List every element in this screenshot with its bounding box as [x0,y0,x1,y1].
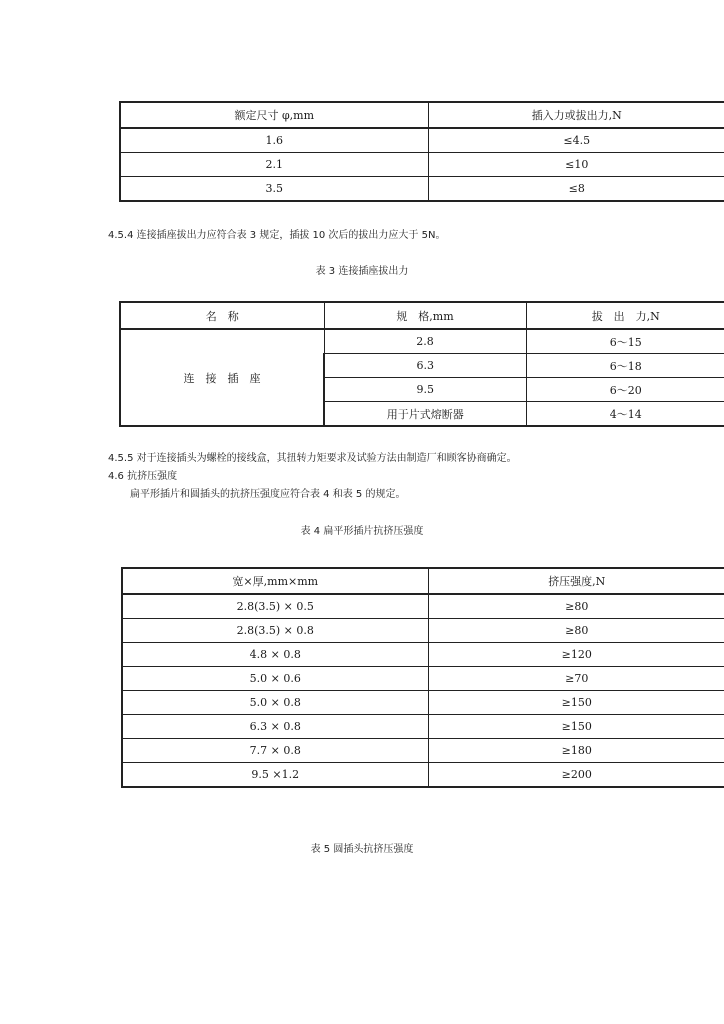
table-cell: 2.8(3.5) × 0.8 [122,619,428,643]
table-cell: 9.5 [324,378,526,402]
table-cell: 3.5 [120,177,428,202]
column-header: 插入力或拔出力,N [428,102,724,128]
table-cell: ≥120 [428,643,724,667]
table-cell: 6～18 [526,354,724,378]
table-row [122,739,724,763]
table-cell: ≥70 [428,667,724,691]
table-cell: ≤10 [428,153,724,177]
row-label-cell: 连 接 插 座 [120,329,324,426]
table-row [122,594,724,619]
column-header: 额定尺寸 φ,mm [120,102,428,128]
clause-4-6-heading: 4.6 抗挤压强度 [108,471,178,482]
table-row [122,691,724,715]
table-cell: ≥150 [428,715,724,739]
flat-tab-crush-strength-table [121,567,724,788]
table-cell: 2.8 [324,329,526,354]
table-cell: 2.1 [120,153,428,177]
table-5-caption: 表 5 圆插头抗挤压强度 [310,844,414,855]
table-row [120,128,724,153]
table-cell: 5.0 × 0.6 [122,667,428,691]
table-cell: 用于片式熔断器 [324,402,526,427]
column-header: 规 格,mm [324,302,526,329]
table-cell: ≥150 [428,691,724,715]
table-cell: 6～20 [526,378,724,402]
table-cell: ≥80 [428,619,724,643]
clause-4-5-4: 4.5.4 连接插座拔出力应符合表 3 规定，插拔 10 次后的拔出力应大于 5N。 [108,230,446,241]
table-row [122,667,724,691]
table-row [122,763,724,788]
column-header: 宽×厚,mm×mm [122,568,428,594]
table-header-row [120,302,724,329]
table-cell: 1.6 [120,128,428,153]
table-cell: 9.5 ×1.2 [122,763,428,788]
clause-4-6-paragraph: 扁平形插片和圆插头的抗挤压强度应符合表 4 和表 5 的规定。 [130,489,406,500]
table-cell: 4.8 × 0.8 [122,643,428,667]
table-cell: ≤8 [428,177,724,202]
table-cell: 4～14 [526,402,724,427]
table-header-row [122,568,724,594]
table-cell: 6.3 × 0.8 [122,715,428,739]
table-cell: 6～15 [526,329,724,354]
table-cell: 7.7 × 0.8 [122,739,428,763]
table-cell: ≤4.5 [428,128,724,153]
clause-4-5-5: 4.5.5 对于连接插头为螺栓的接线盒，其扭转力矩要求及试验方法由制造厂和顾客协商确定。 [108,453,517,464]
table-cell: ≥80 [428,594,724,619]
table-3-caption: 表 3 连接插座拔出力 [315,266,409,277]
table-header-row [120,102,724,128]
column-header: 挤压强度,N [428,568,724,594]
table-4-caption: 表 4 扁平形插片抗挤压强度 [300,526,424,537]
table-row [120,153,724,177]
table-row [120,329,724,354]
table-cell: 5.0 × 0.8 [122,691,428,715]
table-cell: ≥200 [428,763,724,788]
table-cell: ≥180 [428,739,724,763]
table-row [122,715,724,739]
column-header: 拔 出 力,N [526,302,724,329]
table-row [122,619,724,643]
table-cell: 6.3 [324,354,526,378]
table-row [120,177,724,202]
connector-socket-pullout-table [119,301,724,427]
column-header: 名 称 [120,302,324,329]
table-cell: 2.8(3.5) × 0.5 [122,594,428,619]
rated-size-force-table [119,101,724,202]
table-row [122,643,724,667]
